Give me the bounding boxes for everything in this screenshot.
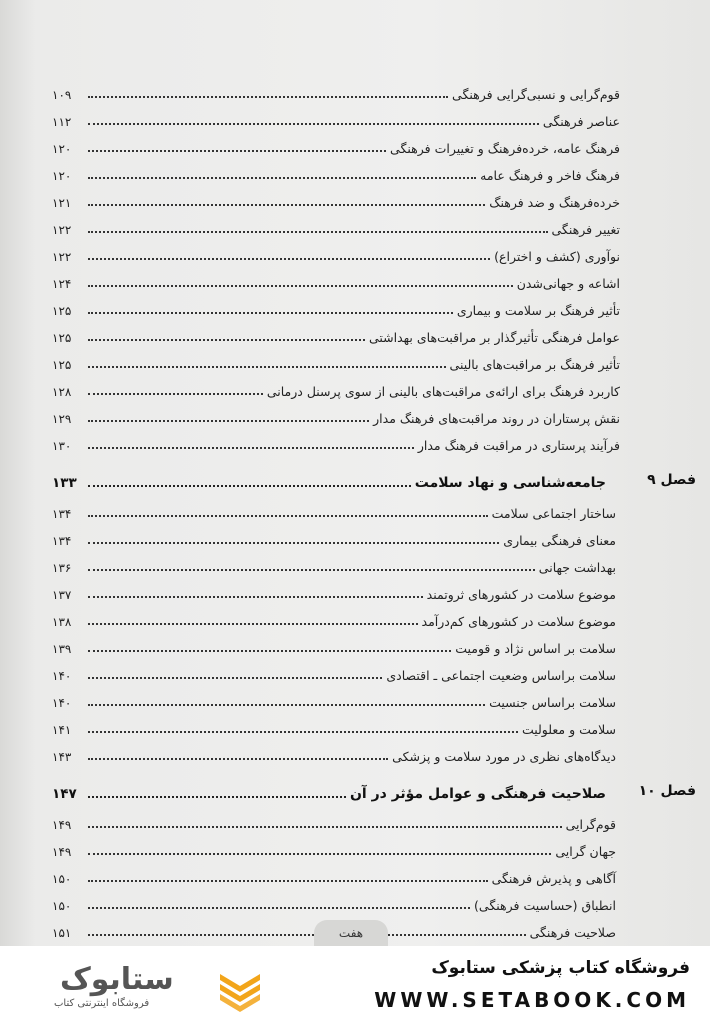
toc-entry xyxy=(52,377,622,399)
toc-entry xyxy=(52,350,622,372)
dot-leader xyxy=(88,339,365,341)
toc-entry-title: ساختار اجتماعی سلامت xyxy=(491,506,616,521)
dot-leader xyxy=(88,447,414,449)
setabook-logo[interactable] xyxy=(24,954,284,1016)
toc-entry-title: فرآیند پرستاری در مراقبت فرهنگ مدار xyxy=(417,438,620,453)
toc-entry xyxy=(52,580,622,602)
toc-entry-page: ۱۳۸ xyxy=(52,615,72,629)
toc-entry-page: ۱۲۱ xyxy=(52,196,72,210)
toc-entry-page: ۱۲۹ xyxy=(52,412,72,426)
dot-leader xyxy=(88,204,485,206)
toc-entry-title: معنای فرهنگی بیماری xyxy=(503,533,616,548)
toc-entry xyxy=(52,810,622,832)
toc-entry-title: کاربرد فرهنگ برای ارائه‌ی مراقبت‌های بالینی از سوی پرسنل درمانی xyxy=(266,384,620,399)
toc-entry xyxy=(52,188,622,210)
toc-entry xyxy=(52,864,622,886)
toc-entry-title: اشاعه و جهانی‌شدن xyxy=(516,276,620,291)
toc-entry xyxy=(52,296,622,318)
toc-entry xyxy=(52,661,622,683)
dot-leader xyxy=(88,907,470,909)
toc-entry-page: ۱۲۲ xyxy=(52,223,72,237)
toc-entry xyxy=(52,526,622,548)
dot-leader xyxy=(88,826,562,828)
toc-entry-page: ۱۵۱ xyxy=(52,926,72,940)
toc-entry-page: ۱۲۵ xyxy=(52,358,72,372)
toc-entry-title: موضوع سلامت در کشورهای ثروتمند xyxy=(426,587,616,602)
dot-leader xyxy=(88,880,488,882)
chapter-10-page: ۱۴۷ xyxy=(52,786,77,802)
toc-entry-page: ۱۳۴ xyxy=(52,534,72,548)
toc-entry xyxy=(52,323,622,345)
chapter-10-heading xyxy=(52,774,696,802)
toc-entry-title: عوامل فرهنگی تأثیرگذار بر مراقبت‌های بهداشتی xyxy=(368,330,620,345)
toc-entry-title: موضوع سلامت در کشورهای کم‌درآمد xyxy=(421,614,616,629)
toc-entry-title: قوم‌گرایی xyxy=(565,817,616,832)
toc-entry-title: نقش پرستاران در روند مراقبت‌های فرهنگ مدار xyxy=(373,411,620,426)
toc-entry-title: سلامت و معلولیت xyxy=(521,722,616,737)
toc-entry xyxy=(52,742,622,764)
toc-entry xyxy=(52,269,622,291)
dot-leader xyxy=(88,731,518,733)
dot-leader xyxy=(88,677,382,679)
toc-entry-title: قوم‌گرایی و نسبی‌گرایی فرهنگی xyxy=(452,87,620,102)
toc-entry-page: ۱۵۰ xyxy=(52,872,72,886)
logo-wordmark: ستابوک xyxy=(60,962,174,997)
toc-entry-title: فرهنگ عامه، خرده‌فرهنگ و تغییرات فرهنگی xyxy=(390,141,620,156)
toc-entry-page: ۱۳۹ xyxy=(52,642,72,656)
toc-entry xyxy=(52,242,622,264)
dot-leader xyxy=(88,485,411,487)
toc-entry xyxy=(52,837,622,859)
toc-entry xyxy=(52,891,622,913)
toc-entry-page: ۱۲۲ xyxy=(52,250,72,264)
dot-leader xyxy=(88,96,448,98)
page-number: هفت xyxy=(314,920,388,946)
chapter-9-title: جامعه‌شناسی و نهاد سلامت xyxy=(414,475,606,491)
toc-entry xyxy=(52,80,622,102)
toc-entry-title: تأثیر فرهنگ بر سلامت و بیماری xyxy=(456,303,620,318)
toc-top-section xyxy=(52,80,622,453)
chapter-9-heading xyxy=(52,463,696,491)
dot-leader xyxy=(88,596,423,598)
toc-entry xyxy=(52,499,622,521)
toc-entry-page: ۱۴۰ xyxy=(52,696,72,710)
toc-entry xyxy=(52,607,622,629)
dot-leader xyxy=(88,258,490,260)
toc-entry-page: ۱۴۰ xyxy=(52,669,72,683)
dot-leader xyxy=(88,312,453,314)
dot-leader xyxy=(88,650,451,652)
dot-leader xyxy=(88,285,513,287)
toc-entry xyxy=(52,553,622,575)
toc-entry-page: ۱۳۴ xyxy=(52,507,72,521)
dot-leader xyxy=(88,123,539,125)
table-of-contents xyxy=(52,80,696,946)
chapter-9-page: ۱۳۳ xyxy=(52,475,77,491)
toc-entry-page: ۱۳۰ xyxy=(52,439,72,453)
dot-leader xyxy=(88,704,485,706)
dot-leader xyxy=(88,177,476,179)
toc-entry-page: ۱۴۱ xyxy=(52,723,72,737)
dot-leader xyxy=(88,150,386,152)
toc-entry-title: انطباق (حساسیت فرهنگی) xyxy=(474,898,616,913)
toc-entry-title: سلامت بر اساس نژاد و قومیت xyxy=(455,641,616,656)
toc-entry-page: ۱۲۰ xyxy=(52,169,72,183)
chapter-9-entries xyxy=(52,499,622,764)
toc-entry-title: آگاهی و پذیرش فرهنگی xyxy=(491,871,616,886)
toc-entry xyxy=(52,161,622,183)
toc-entry-page: ۱۴۳ xyxy=(52,750,72,764)
dot-leader xyxy=(88,542,499,544)
toc-entry xyxy=(52,688,622,710)
dot-leader xyxy=(88,796,346,798)
book-stack-icon xyxy=(214,960,266,1012)
dot-leader xyxy=(88,393,263,395)
toc-entry-title: فرهنگ فاخر و فرهنگ عامه xyxy=(480,168,620,183)
dot-leader xyxy=(88,515,488,517)
toc-entry-page: ۱۲۰ xyxy=(52,142,72,156)
toc-entry xyxy=(52,431,622,453)
toc-entry-title: تأثیر فرهنگ بر مراقبت‌های بالینی xyxy=(449,357,620,372)
toc-entry-title: صلاحیت فرهنگی xyxy=(529,925,616,940)
dot-leader xyxy=(88,420,369,422)
chapter-10-title: صلاحیت فرهنگی و عوامل مؤثر در آن xyxy=(349,786,606,802)
toc-entry xyxy=(52,634,622,656)
toc-entry-page: ۱۲۵ xyxy=(52,304,72,318)
toc-entry-title: سلامت براساس جنسیت xyxy=(489,695,616,710)
dot-leader xyxy=(88,623,418,625)
toc-entry-page: ۱۲۴ xyxy=(52,277,72,291)
toc-entry-title: بهداشت جهانی xyxy=(538,560,616,575)
toc-entry-page: ۱۱۲ xyxy=(52,115,72,129)
toc-entry xyxy=(52,715,622,737)
toc-entry-title: جهان گرایی xyxy=(555,844,616,859)
toc-entry-page: ۱۵۰ xyxy=(52,899,72,913)
dot-leader xyxy=(88,934,526,936)
dot-leader xyxy=(88,758,388,760)
toc-entry-title: دیدگاه‌های نظری در مورد سلامت و پزشکی xyxy=(392,749,616,764)
dot-leader xyxy=(88,853,551,855)
chapter-10-label: فصل ۱۰ xyxy=(638,783,696,799)
toc-entry-page: ۱۰۹ xyxy=(52,88,72,102)
toc-entry-page: ۱۲۸ xyxy=(52,385,72,399)
toc-entry xyxy=(52,107,622,129)
chapter-9-label: فصل ۹ xyxy=(647,472,696,488)
toc-entry-page: ۱۳۷ xyxy=(52,588,72,602)
toc-entry-title: سلامت براساس وضعیت اجتماعی ـ اقتصادی xyxy=(386,668,616,683)
toc-entry xyxy=(52,215,622,237)
dot-leader xyxy=(88,231,548,233)
toc-entry-page: ۱۴۹ xyxy=(52,845,72,859)
toc-entry-page: ۱۳۶ xyxy=(52,561,72,575)
toc-entry-page: ۱۴۹ xyxy=(52,818,72,832)
toc-entry xyxy=(52,404,622,426)
shop-name: فروشگاه کتاب پزشکی ستابوک xyxy=(431,958,690,978)
toc-entry-title: تغییر فرهنگی xyxy=(551,222,620,237)
logo-tagline: فروشگاه اینترنتی کتاب xyxy=(54,998,150,1009)
toc-entry-title: نوآوری (کشف و اختراع) xyxy=(494,249,620,264)
footer-banner xyxy=(0,946,710,1024)
toc-entry xyxy=(52,134,622,156)
dot-leader xyxy=(88,569,535,571)
toc-entry-title: عناصر فرهنگی xyxy=(542,114,620,129)
shop-url[interactable]: WWW.SETABOOK.COM xyxy=(374,988,690,1012)
toc-entry-page: ۱۲۵ xyxy=(52,331,72,345)
toc-entry-title: خرده‌فرهنگ و ضد فرهنگ xyxy=(489,195,620,210)
dot-leader xyxy=(88,366,446,368)
